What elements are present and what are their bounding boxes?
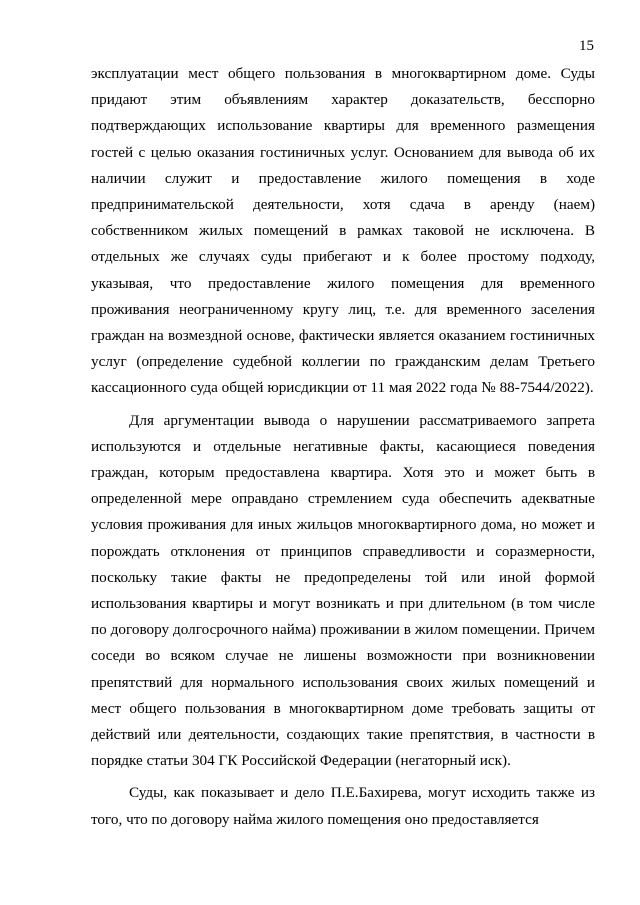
- paragraph-bakhirev-case: Суды, как показывает и дело П.Е.Бахирева, могут исходить также из того, что по договору найма жилого помещения оно предоставляется: [91, 784, 595, 828]
- page-number: 15: [579, 38, 594, 54]
- paragraph-continuation: эксплуатации мест общего пользования в многоквартирном доме. Суды придают этим объявлениям характер доказательств, бесспорно подтверждающих использование квартиры для временного размещения гостей с целью оказания гостиничных услуг. Основанием для вывода об их наличии служит и предоставление жилого помещения в ходе предпринимательской деятельности, хотя сдача в аренду (наем) собственником жилых помещений в рамках таковой не исключена. В отдельных же случаях суды прибегают и к более простому подходу, указывая, что предоставление жилого помещения для временного проживания неограниченному кругу лиц, т.е. для временного заселения граждан на возмездной основе, фактически является оказанием гостиничных услуг (определение судебной коллегии по гражданским делам Третьего кассационного суда общей юрисдикции от 11 мая 2022 года № 88-7544/2022).: [91, 65, 595, 397]
- document-body: [91, 61, 595, 833]
- paragraph-argumentation: Для аргументации вывода о нарушении рассматриваемого запрета используются и отдельные негативные факты, касающиеся поведения граждан, которым предоставлена квартира. Хотя это и может быть в определенной мере оправдано стремлением суда обеспечить адекватные условия проживания для иных жильцов многоквартирного дома, но может и порождать отклонения от принципов справедливости и соразмерности, поскольку такие факты не предопределены той или иной формой использования квартиры и могут возникать и при длительном (в том числе по договору долгосрочного найма) проживании в жилом помещении. Причем соседи во всяком случае не лишены возможности при возникновении препятствий для нормального использования своих жилых помещений и мест общего пользования в многоквартирном доме требовать защиты от действий или деятельности, создающих такие препятствия, в частности в порядке статьи 304 ГК Российской Федерации (негаторный иск).: [91, 411, 595, 770]
